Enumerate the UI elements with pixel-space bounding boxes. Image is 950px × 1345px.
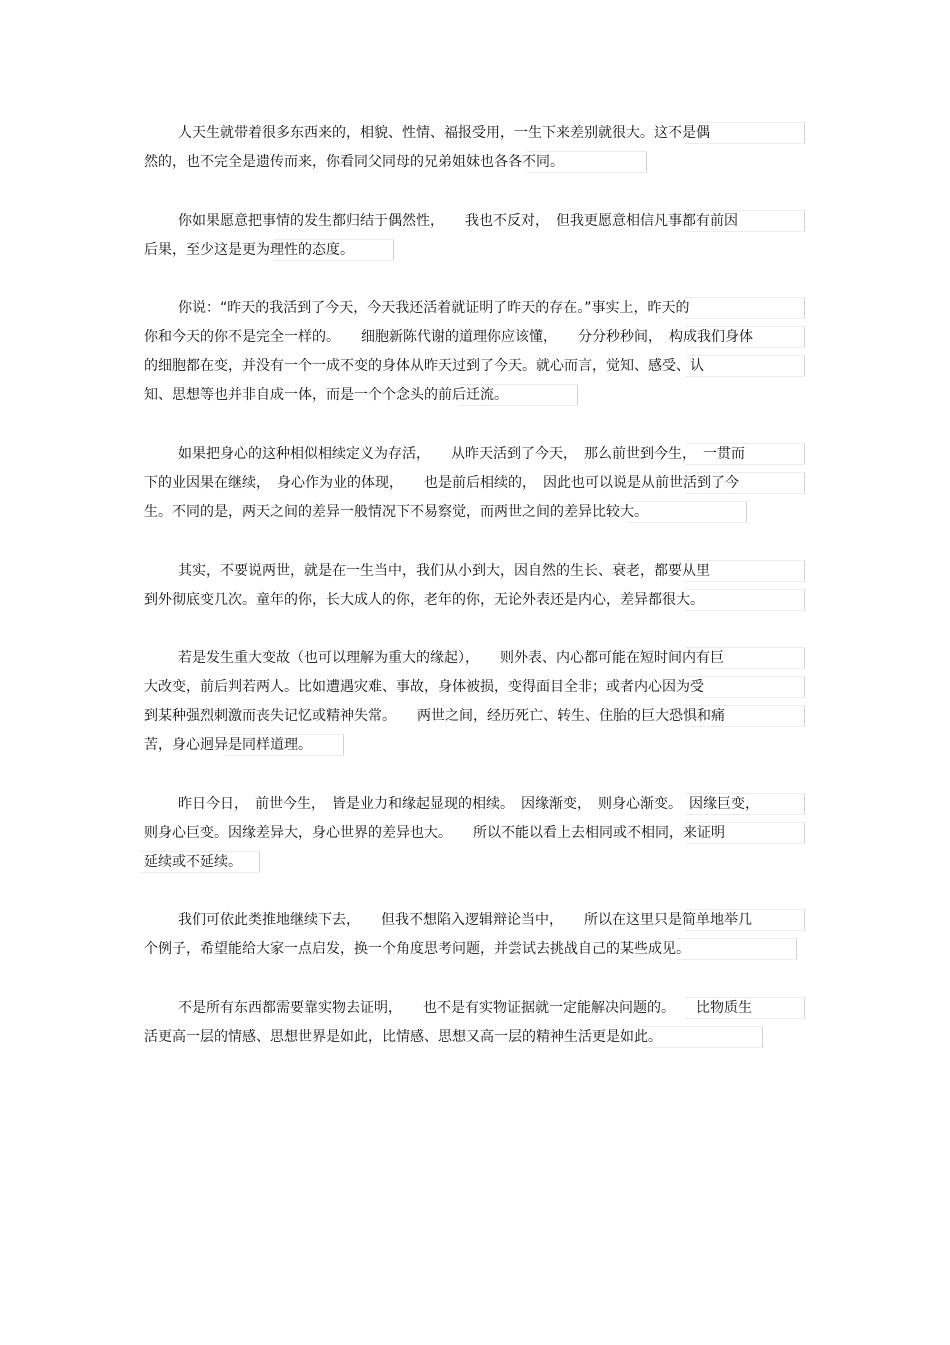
line-end-mark [804, 997, 805, 1019]
line-end-mark [804, 297, 805, 319]
line-end-mark [804, 822, 805, 844]
line-end-mark [804, 676, 805, 698]
paragraph-9-line-1: 不是所有东西都需要靠实物去证明， 也不是有实物证据就一定能解决问题的。 比物质生 [178, 1000, 752, 1016]
paragraph-2-line-1: 你如果愿意把事情的发生都归结于偶然性， 我也不反对， 但我更愿意相信凡事都有前因 [178, 213, 738, 229]
paragraph-5-line-2: 到外彻底变几次。童年的你，长大成人的你，老年的你，无论外表还是内心，差异都很大。 [144, 592, 704, 608]
paragraph-4-line-2: 下的业因果在继续， 身心作为业的体现， 也是前后相续的， 因此也可以说是从前世活到了今 [144, 475, 739, 491]
line-end-mark [804, 210, 805, 232]
paragraph-3-line-2: 你和今天的你不是完全一样的。 细胞新陈代谢的道理你应该懂， 分分秒秒间， 构成我们身体 [144, 329, 753, 345]
line-end-mark [804, 326, 805, 348]
paragraph-6-line-2: 大改变，前后判若两人。比如遭遇灾难、事故，身体被损，变得面目全非；或者内心因为受 [144, 679, 704, 695]
line-end-mark [577, 384, 578, 406]
line-end-mark [796, 938, 797, 960]
line-end-mark [646, 151, 647, 173]
paragraph-7-line-2: 则身心巨变。因缘差异大，身心世界的差异也大。 所以不能以看上去相同或不相同，来证明 [144, 825, 725, 841]
line-end-mark [804, 355, 805, 377]
line-end-mark [746, 501, 747, 523]
paragraph-3-line-4: 知、思想等也并非自成一体，而是一个个念头的前后迁流。 [144, 387, 508, 403]
paragraph-3-line-1: 你说：“昨天的我活到了今天，今天我还活着就证明了昨天的存在。”事实上，昨天的 [178, 300, 690, 316]
paragraph-6-line-4: 苦，身心迥异是同样道理。 [144, 737, 312, 753]
paragraph-4-line-1: 如果把身心的这种相似相续定义为存活， 从昨天活到了今天， 那么前世到今生， 一贯而 [178, 446, 745, 462]
line-end-mark [804, 560, 805, 582]
line-end-mark [259, 851, 260, 873]
line-end-mark [804, 705, 805, 727]
line-end-mark [804, 793, 805, 815]
paragraph-5-line-1: 其实，不要说两世，就是在一生当中，我们从小到大，因自然的生长、衰老，都要从里 [178, 563, 710, 579]
line-end-mark [343, 734, 344, 756]
line-end-mark [804, 443, 805, 465]
paragraph-6-line-3: 到某种强烈刺激而丧失记忆或精神失常。 两世之间，经历死亡、转生、住胎的巨大恐惧和痛 [144, 708, 725, 724]
line-end-mark [804, 647, 805, 669]
paragraph-7-line-1: 昨日今日， 前世今生， 皆是业力和缘起显现的相续。 因缘渐变， 则身心渐变。 因缘巨变， [178, 796, 759, 812]
paragraph-2-line-2: 后果，至少这是更为理性的态度。 [144, 242, 354, 258]
paragraph-1-line-2: 然的，也不完全是遗传而来，你看同父同母的兄弟姐妹也各各不同。 [144, 154, 564, 170]
line-end-mark [804, 472, 805, 494]
paragraph-9-line-2: 活更高一层的情感、思想世界是如此，比情感、思想又高一层的精神生活更是如此。 [144, 1029, 662, 1045]
paragraph-7-line-3: 延续或不延续。 [144, 854, 242, 870]
paragraph-8-line-1: 我们可依此类推地继续下去， 但我不想陷入逻辑辩论当中， 所以在这里只是简单地举几 [178, 912, 752, 928]
line-end-mark [762, 1026, 763, 1048]
line-end-mark [804, 589, 805, 611]
paragraph-1-line-1: 人天生就带着很多东西来的，相貌、性情、福报受用，一生下来差别就很大。这不是偶 [178, 125, 710, 141]
line-end-mark [804, 909, 805, 931]
paragraph-4-line-3: 生。不同的是，两天之间的差异一般情况下不易察觉，而两世之间的差异比较大。 [144, 504, 648, 520]
paragraph-3-line-3: 的细胞都在变，并没有一个一成不变的身体从昨天过到了今天。就心而言，觉知、感受、认 [144, 358, 704, 374]
paragraph-6-line-1: 若是发生重大变故（也可以理解为重大的缘起）， 则外表、内心都可能在短时间内有巨 [178, 650, 724, 666]
paragraph-8-line-2: 个例子，希望能给大家一点启发，换一个角度思考问题，并尝试去挑战自己的某些成见。 [144, 941, 690, 957]
line-end-mark [804, 122, 805, 144]
line-end-mark [393, 239, 394, 261]
